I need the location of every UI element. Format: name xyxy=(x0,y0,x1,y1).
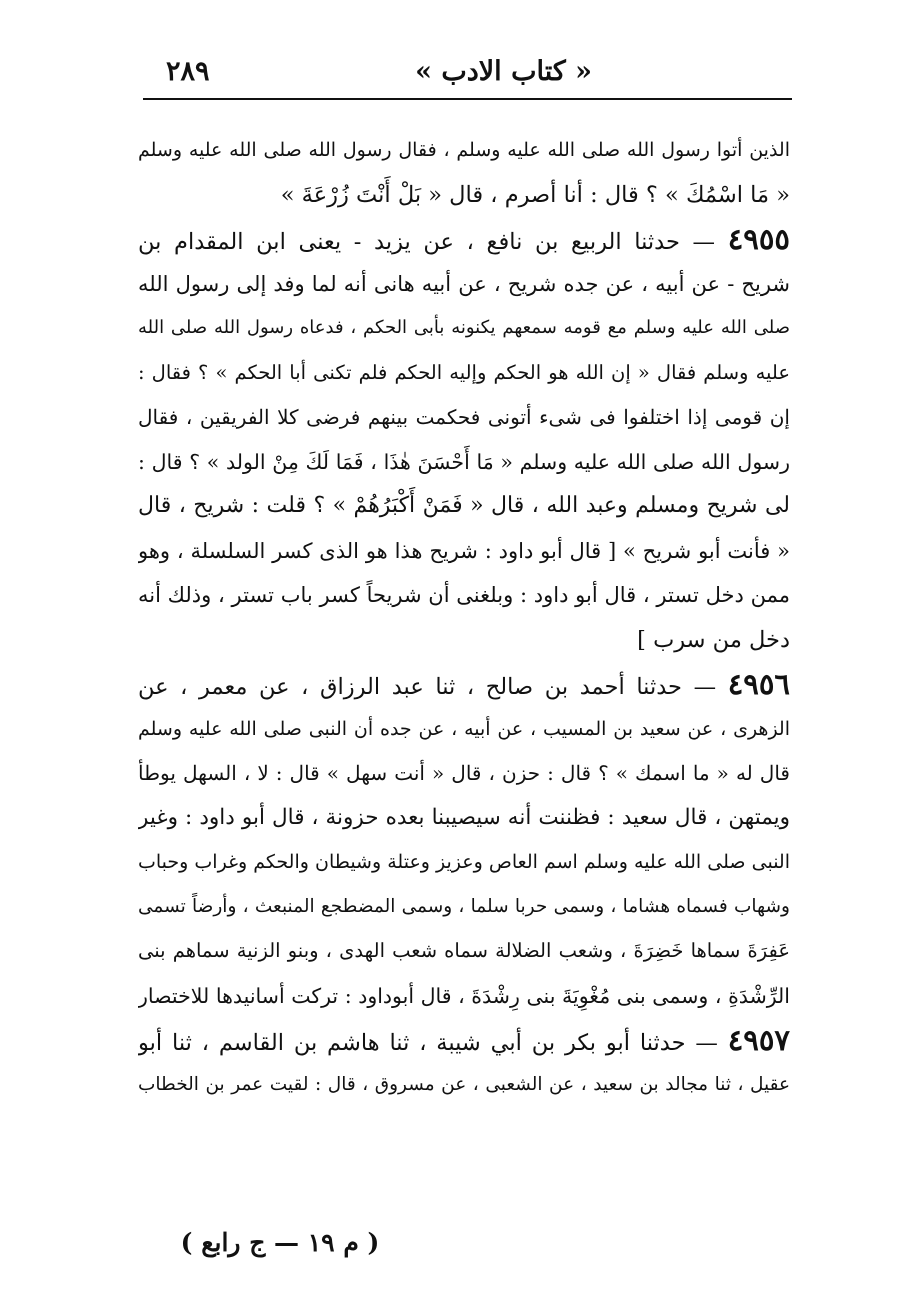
footer-signature: ( م ١٩ — ج رابع ) xyxy=(180,1228,380,1257)
text-line: الرِّشْدَةِ ، وسمى بنى مُغْوِيَةَ بنى رِشْدَةَ ، قال أبوداود : تركت أسانيدها للاختصار xyxy=(138,983,790,1008)
text-line: « فأنت أبو شريح » [ قال أبو داود : شريح هذا هو الذى كسر السلسلة ، وهو xyxy=(138,538,790,563)
page-header xyxy=(140,52,792,92)
text-line: عقيل ، ثنا مجالد بن سعيد ، عن الشعبى ، عن مسروق ، قال : لقيت عمر بن الخطاب xyxy=(138,1073,790,1095)
text-line: ممن دخل تستر ، قال أبو داود : وبلغنى أن شريحاً كسر باب تستر ، وذلك أنه xyxy=(138,583,790,607)
text-line-content: — حدثنا الربيع بن نافع ، عن يزيد - يعنى ابن المقدام بن xyxy=(138,229,716,255)
text-line: النبى صلى الله عليه وسلم اسم العاص وعزيز وعتلة وشيطان والحكم وغراب وحباب xyxy=(138,851,790,873)
text-line-content: — حدثنا أحمد بن صالح ، ثنا عبد الرزاق ، عن معمر ، عن xyxy=(138,674,717,700)
text-line xyxy=(138,1018,790,1063)
text-line: صلى الله عليه وسلم مع قومه سمعهم يكنونه بأبى الحكم ، فدعاه رسول الله صلى الله xyxy=(138,317,790,338)
hadith-number: ٤٩٥٥ xyxy=(727,222,790,256)
text-line: وشهاب فسماه هشاما ، وسمى حربا سلما ، وسمى المضطجع المنبعث ، وأرضاً تسمى xyxy=(138,895,790,917)
text-line: الزهرى ، عن سعيد بن المسيب ، عن أبيه ، عن جده أن النبى صلى الله عليه وسلم xyxy=(138,717,790,740)
text-line: إن قومى إذا اختلفوا فى شىء أتونى فحكمت بينهم فرضى كلا الفريقين ، فقال xyxy=(138,405,790,429)
chapter-title: « كتاب الادب » xyxy=(415,56,592,87)
text-line: « مَا اسْمُكَ » ؟ قال : أنا أصرم ، قال « بَلْ أَنْتَ زُرْعَةَ » xyxy=(280,181,790,208)
header-divider xyxy=(143,98,792,100)
text-line: ويمتهن ، قال سعيد : فظننت أنه سيصيبنا بعده حزونة ، قال أبو داود : وغير xyxy=(138,804,790,830)
page-number: ٢٨٩ xyxy=(166,56,210,87)
text-line: رسول الله صلى الله عليه وسلم « مَا أَحْسَنَ هٰذَا ، فَمَا لَكَ مِنْ الولد » ؟ قال : xyxy=(138,449,790,474)
text-line: قال له « ما اسمك » ؟ قال : حزن ، قال « أنت سهل » قال : لا ، السهل يوطأ xyxy=(138,761,790,785)
text-line: عليه وسلم فقال « إن الله هو الحكم وإليه الحكم فلم تكنى أبا الحكم » ؟ فقال : xyxy=(138,360,790,384)
text-line: عَفِرَةَ سماها خَضِرَةَ ، وشعب الضلالة سماه شعب الهدى ، وبنو الزنية سماهم بنى xyxy=(138,939,790,962)
text-line xyxy=(138,217,790,262)
hadith-number: ٤٩٥٧ xyxy=(727,1023,790,1057)
text-line xyxy=(138,662,790,707)
page-body xyxy=(138,128,790,1107)
text-line-content: — حدثنا أبو بكر بن أبي شيبة ، ثنا هاشم بن القاسم ، ثنا أبو xyxy=(138,1030,718,1056)
hadith-number: ٤٩٥٦ xyxy=(727,667,790,701)
text-line: الذين أتوا رسول الله صلى الله عليه وسلم ، فقال رسول الله صلى الله عليه وسلم xyxy=(138,139,790,161)
text-line: لى شريح ومسلم وعبد الله ، قال « فَمَنْ أَكْبَرُهُمْ » ؟ قلت : شريح ، قال xyxy=(138,493,790,518)
text-line: شريح - عن أبيه ، عن جده شريح ، عن أبيه هانى أنه لما وفد إلى رسول الله xyxy=(138,271,790,296)
text-line: دخل من سرب ] xyxy=(637,626,790,653)
